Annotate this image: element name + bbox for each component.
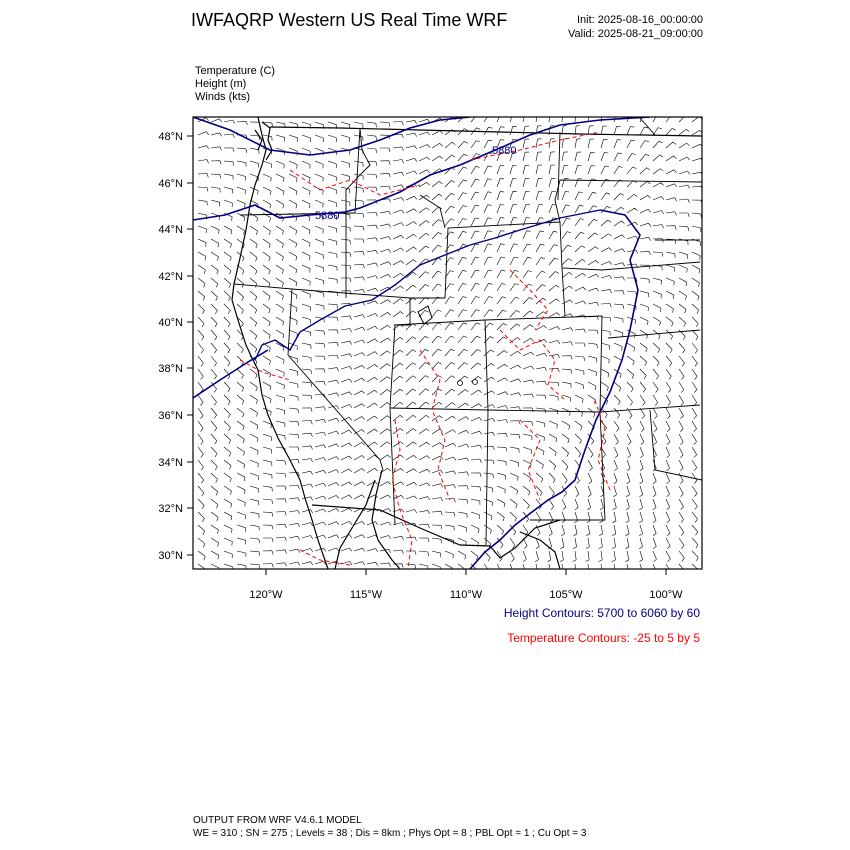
canada-border — [270, 127, 702, 136]
lat-tick-label: 44°N — [158, 224, 183, 236]
height-contour-label-north: 5880 — [492, 145, 517, 157]
map-title: IWFAQRP Western US Real Time WRF — [191, 10, 508, 30]
lake-powell — [473, 380, 478, 385]
height-contour-label-west: 5880 — [315, 210, 340, 222]
model-info: OUTPUT FROM WRF V4.6.1 MODEL — [193, 815, 362, 826]
latitude-axis — [187, 136, 193, 555]
lat-tick-label: 40°N — [158, 317, 183, 329]
lat-tick-label: 48°N — [158, 131, 183, 143]
longitude-axis — [266, 569, 666, 575]
great-salt-lake — [418, 306, 432, 324]
init-time: Init: 2025-08-16_00:00:00 — [577, 14, 703, 26]
height-contour-legend: Height Contours: 5700 to 6060 by 60 — [503, 606, 700, 620]
temperature-field-label: Temperature (C) — [195, 65, 276, 77]
lake-mead — [458, 381, 463, 386]
lat-tick-label: 42°N — [158, 271, 183, 283]
lat-tick-label: 36°N — [158, 410, 183, 422]
lon-tick-label: 120°W — [249, 589, 283, 601]
gulf-of-california-coast — [335, 470, 400, 569]
lat-tick-label: 34°N — [158, 457, 183, 469]
temperature-contours — [240, 132, 610, 569]
lon-tick-label: 105°W — [549, 589, 583, 601]
lat-tick-label: 38°N — [158, 363, 183, 375]
model-config: WE = 310 ; SN = 275 ; Levels = 38 ; Dis = 8km ; Phys Opt = 8 ; PBL Opt = 1 ; Cu Opt = 3 — [193, 828, 587, 839]
mexico-border — [312, 505, 560, 558]
valid-time: Valid: 2025-08-21_09:00:00 — [568, 28, 703, 40]
lat-tick-label: 46°N — [158, 178, 183, 190]
lat-tick-label: 32°N — [158, 503, 183, 515]
temperature-contour-legend: Temperature Contours: -25 to 5 by 5 — [507, 631, 700, 645]
lon-tick-label: 100°W — [649, 589, 683, 601]
height-field-label: Height (m) — [195, 78, 247, 90]
lat-tick-label: 30°N — [158, 550, 183, 562]
lon-tick-label: 110°W — [449, 589, 483, 601]
winds-field-label: Winds (kts) — [195, 91, 250, 103]
lon-tick-label: 115°W — [349, 589, 383, 601]
